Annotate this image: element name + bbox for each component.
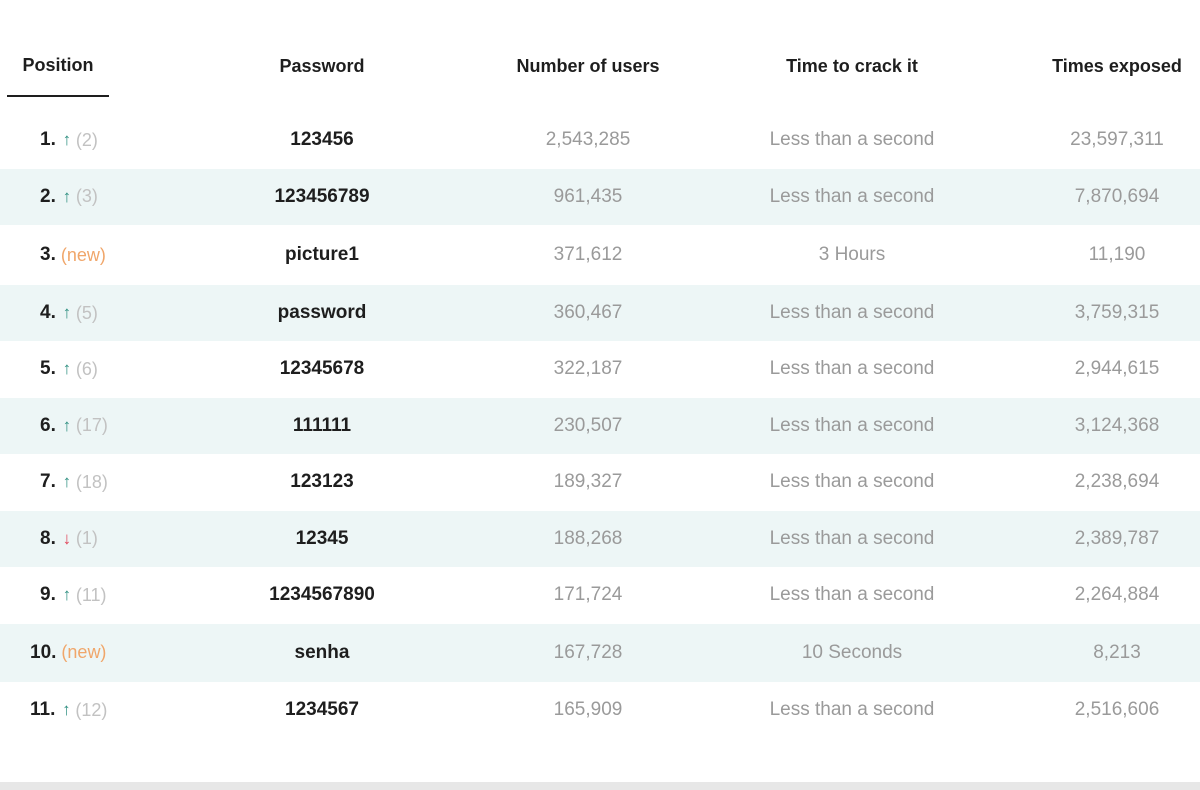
arrow-up-icon: ↑ <box>62 130 72 150</box>
column-header-times-exposed[interactable]: Times exposed <box>1052 56 1182 76</box>
number-of-users-cell: 2,543,285 <box>545 129 631 151</box>
table-row <box>0 454 1200 511</box>
number-of-users-cell: 360,467 <box>553 302 623 323</box>
table-row <box>0 341 1200 398</box>
arrow-up-icon: ↑ <box>62 359 72 379</box>
position-group <box>40 302 98 324</box>
position-group <box>30 699 107 721</box>
previous-position: (1) <box>75 528 98 549</box>
times-exposed-cell: 7,870,694 <box>1074 185 1160 207</box>
times-exposed-cell: 2,238,694 <box>1074 471 1160 493</box>
times-exposed-cell: 2,944,615 <box>1074 358 1160 380</box>
position-cell <box>8 225 138 285</box>
position-cell <box>8 169 138 226</box>
time-to-crack-cell: Less than a second <box>769 471 935 493</box>
position-group <box>40 528 98 550</box>
previous-position: (3) <box>75 186 98 207</box>
previous-position: (6) <box>75 358 98 379</box>
time-to-crack-cell: Less than a second <box>769 414 935 436</box>
column-header-password[interactable]: Password <box>279 56 365 76</box>
table-body <box>0 112 1200 739</box>
time-to-crack-cell: Less than a second <box>769 699 935 721</box>
times-exposed-cell: 2,389,787 <box>1074 527 1160 549</box>
number-of-users-cell: 188,268 <box>553 527 623 549</box>
password-cell: 1234567 <box>285 699 359 721</box>
position-group <box>40 471 108 493</box>
position-cell <box>8 341 138 398</box>
table-header <box>0 0 1200 112</box>
number-of-users-cell: 165,909 <box>553 699 623 721</box>
position-group <box>40 129 98 151</box>
time-to-crack-cell: Less than a second <box>769 302 935 323</box>
times-exposed-cell: 23,597,311 <box>1070 129 1164 151</box>
position-number: 4. <box>40 302 56 323</box>
password-cell: 123456789 <box>274 185 370 207</box>
number-of-users-cell: 961,435 <box>553 185 623 207</box>
column-header-number-of-users[interactable]: Number of users <box>516 56 660 76</box>
times-exposed-cell: 3,759,315 <box>1074 302 1160 323</box>
arrow-up-icon: ↑ <box>62 700 71 720</box>
bottom-divider <box>0 782 1200 790</box>
table-row <box>0 567 1200 624</box>
position-cell <box>8 624 138 683</box>
arrow-up-icon: ↑ <box>62 585 72 605</box>
position-cell <box>8 454 138 511</box>
times-exposed-cell: 8,213 <box>1093 641 1141 663</box>
time-to-crack-cell: Less than a second <box>769 129 935 151</box>
new-entry-label: (new) <box>61 642 107 663</box>
position-group <box>40 415 108 437</box>
position-group <box>40 186 98 208</box>
position-group <box>40 584 107 606</box>
number-of-users-cell: 189,327 <box>553 471 623 493</box>
time-to-crack-cell: Less than a second <box>769 358 935 380</box>
position-number: 1. <box>40 129 56 151</box>
position-number: 7. <box>40 471 56 493</box>
position-cell <box>8 285 138 341</box>
arrow-up-icon: ↑ <box>62 415 72 435</box>
times-exposed-cell: 3,124,368 <box>1074 414 1160 436</box>
position-number: 2. <box>40 185 56 207</box>
table-row <box>0 112 1200 169</box>
table-row <box>0 225 1200 285</box>
previous-position: (12) <box>75 699 108 720</box>
number-of-users-cell: 371,612 <box>553 244 623 265</box>
previous-position: (11) <box>75 584 107 605</box>
password-cell: senha <box>294 641 350 663</box>
password-cell: 111111 <box>292 414 352 436</box>
password-cell: password <box>277 302 367 323</box>
times-exposed-cell: 2,516,606 <box>1074 699 1160 721</box>
previous-position: (2) <box>75 129 98 150</box>
position-cell <box>8 398 138 455</box>
password-cell: 123123 <box>290 471 354 493</box>
password-cell: 123456 <box>290 129 354 151</box>
arrow-up-icon: ↑ <box>62 472 72 492</box>
password-cell: 12345 <box>295 527 349 549</box>
time-to-crack-cell: Less than a second <box>769 185 935 207</box>
position-group <box>40 244 106 266</box>
arrow-down-icon: ↓ <box>62 528 72 548</box>
position-number: 5. <box>40 358 56 380</box>
position-cell <box>8 112 138 169</box>
column-header-time-to-crack[interactable]: Time to crack it <box>786 56 918 76</box>
number-of-users-cell: 171,724 <box>553 584 623 606</box>
table-row <box>0 511 1200 568</box>
position-group <box>40 358 98 380</box>
active-column-underline <box>7 95 109 97</box>
position-number: 3. <box>40 244 56 265</box>
number-of-users-cell: 322,187 <box>553 358 623 380</box>
position-cell <box>8 682 138 739</box>
previous-position: (17) <box>75 415 108 436</box>
time-to-crack-cell: Less than a second <box>769 527 935 549</box>
table-row <box>0 285 1200 341</box>
position-cell <box>8 511 138 568</box>
table-row <box>0 624 1200 683</box>
position-number: 6. <box>40 414 56 436</box>
time-to-crack-cell: Less than a second <box>769 584 935 606</box>
column-header-position[interactable]: Position <box>22 55 94 75</box>
password-cell: 12345678 <box>279 358 365 380</box>
number-of-users-cell: 167,728 <box>553 641 623 663</box>
password-cell: 1234567890 <box>269 584 375 606</box>
new-entry-label: (new) <box>60 244 106 265</box>
time-to-crack-cell: 3 Hours <box>818 244 886 265</box>
position-cell <box>8 567 138 624</box>
times-exposed-cell: 11,190 <box>1088 244 1146 265</box>
position-number: 9. <box>40 584 56 606</box>
arrow-up-icon: ↑ <box>62 303 72 322</box>
position-number: 11. <box>30 699 56 721</box>
time-to-crack-cell: 10 Seconds <box>801 641 903 663</box>
table-row <box>0 398 1200 455</box>
password-cell: picture1 <box>285 244 359 265</box>
position-number: 8. <box>40 527 56 549</box>
arrow-up-icon: ↑ <box>62 186 72 206</box>
previous-position: (18) <box>75 471 108 492</box>
table-row <box>0 682 1200 739</box>
table-row <box>0 169 1200 226</box>
position-number: 10. <box>30 641 57 663</box>
number-of-users-cell: 230,507 <box>553 414 623 436</box>
position-group <box>30 642 106 664</box>
times-exposed-cell: 2,264,884 <box>1074 584 1160 606</box>
previous-position: (5) <box>75 302 98 323</box>
